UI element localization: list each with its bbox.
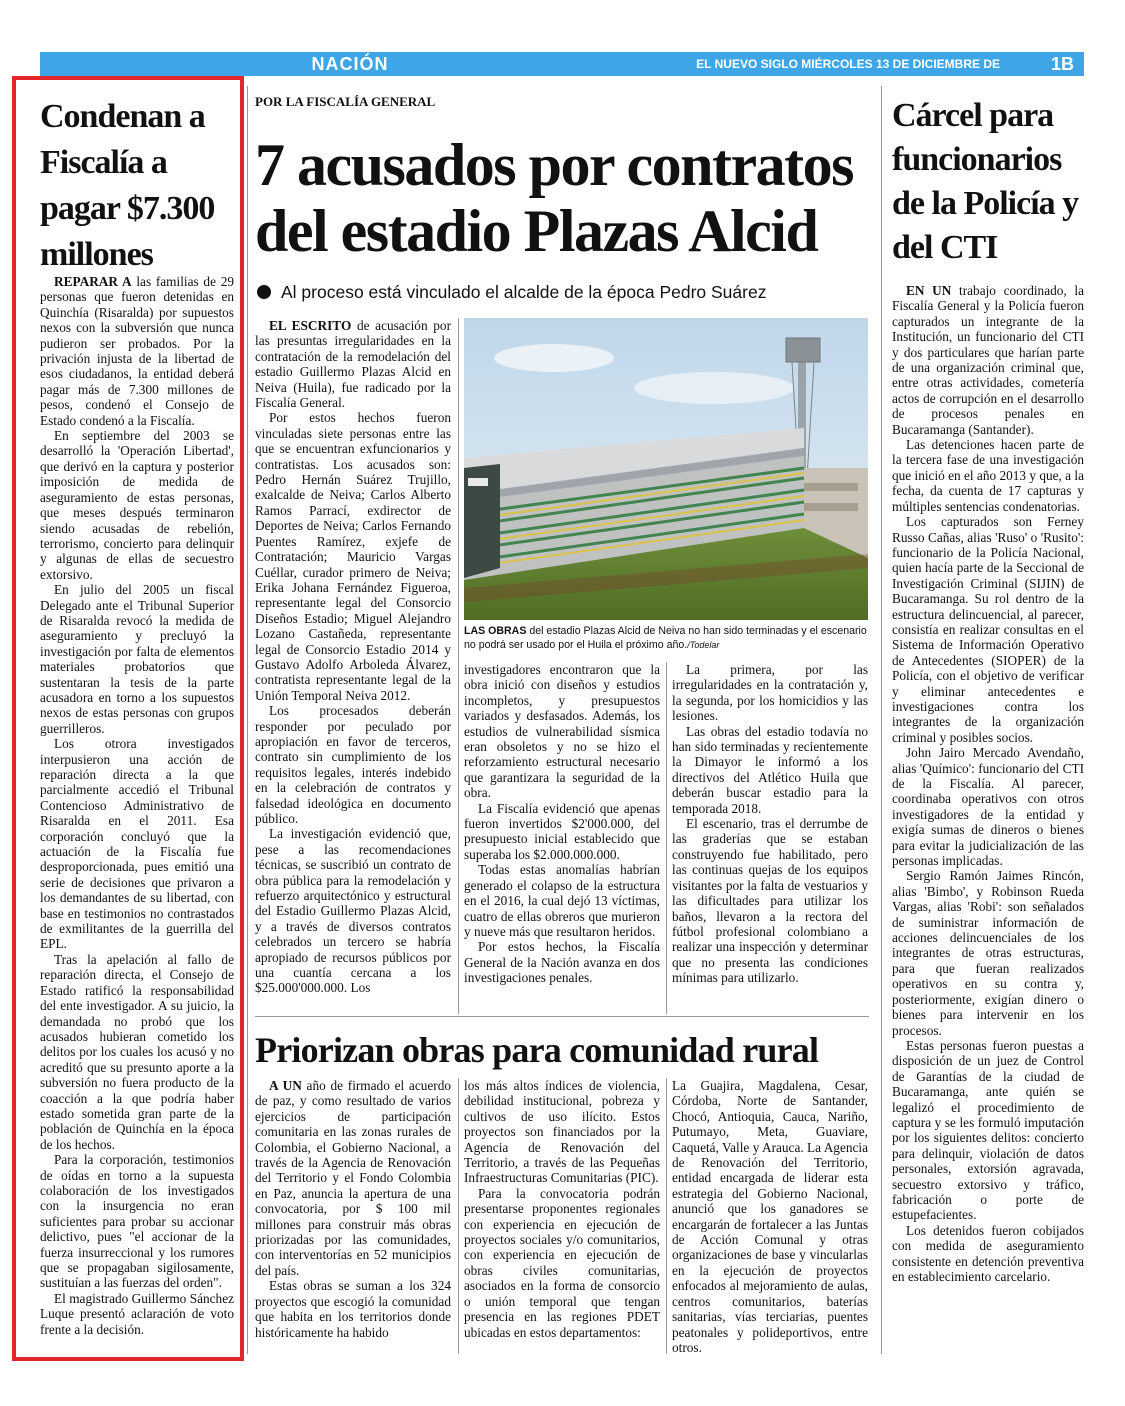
section-divider: [255, 1016, 869, 1017]
article-paragraph: Por estos hechos fueron vinculadas siete personas entre las que se encuentran exfuncionarios y contratistas. Los acusados son: Pedro Hernán Suárez Trujillo, exalcalde de Neiva; Carlos Alberto Ramos Parrací, exdirector de Deportes de Neiva; Carlos Fernando Puentes Ramírez, exjefe de Contratación; Mauricio Vargas Cuéllar, curador primero de Neiva; Erika Johana Fernández Figueroa, representante legal del Consorcio Diseños Estadio; Miguel Alejandro Lozano Castañeda, representante legal de Consorcio Estadio 2014 y Gustavo Adolfo Arboleda Álvarez, contratista representante legal de la Unión Temporal Neiva 2012.: [255, 410, 451, 703]
rural-article-headline: Priorizan obras para comunidad rural: [255, 1030, 819, 1070]
photo-caption: LAS OBRAS del estadio Plazas Alcid de Neiva no han sido terminadas y el escenario no podrá ser usado por el Huila el próximo año./Todelar: [464, 625, 867, 651]
article-paragraph: Las obras del estadio todavía no han sido terminadas y recientemente la Dimayor le informó a los directivos del Atlético Huila que deberán buscar estadio para la temporada 2018.: [672, 723, 868, 816]
main-article-column-1: [255, 318, 451, 996]
newspaper-date-line: EL NUEVO SIGLO MIÉRCOLES 13 DE DICIEMBRE DE 2017: [696, 57, 1000, 95]
page-number: 1B: [1050, 54, 1074, 74]
article-paragraph: A UN año de firmado el acuerdo de paz, y como resultado de varios ejercicios de participación comunitaria en las zonas rurales de Colombia, el Gobierno Nacional, a través de la Agencia de Renovación del Territorio y el Fondo Colombia en Paz, anuncia la apertura de una convocatoria, por $ 100 mil millones para construir más obras priorizadas por las comunidades, con interventorías en 52 municipios del país.: [255, 1078, 451, 1278]
photo-credit: /Todelar: [687, 640, 720, 650]
article-paragraph: Por estos hechos, la Fiscalía General de la Nación avanza en dos investigaciones penales.: [464, 939, 660, 986]
column-divider: [458, 318, 459, 1014]
article-paragraph: En julio del 2005 un fiscal Delegado ante el Tribunal Superior de Risaralda revocó la medida de aseguramiento y precluyó la investigación por falta de elementos materiales probatorios que sustentaran la tesis de la parte acusadora en torno a los supuestos nexos de estas personas con grupos guerrilleros.: [40, 582, 234, 736]
column-divider: [247, 86, 248, 1354]
column-divider: [666, 662, 667, 1014]
section-name: NACIÓN: [311, 54, 389, 74]
article-paragraph: EN UN trabajo coordinado, la Fiscalía General y la Policía fueron capturados un integrante de la Institución, un funcionario del CTI y dos particulares que harían parte de una organización criminal que, entre otras actividades, cometería actos de corrupción en el desarrollo de procesos penales en Bucaramanga (Santander).: [892, 283, 1084, 437]
article-paragraph: El escenario, tras el derrumbe de las graderías que se estaban construyendo fue habilitado, pero las continuas quejas de los equipos visitantes por la falta de vestuarios y las dificultades para utilizar los baños, llevaron a la rectora del fútbol profesional colombiano a realizar una inspección y determinar que no presenta las condiciones mínimas para utilizarlo.: [672, 816, 868, 986]
article-paragraph: Los otrora investigados interpusieron una acción de reparación directa a la que parcialmente accedió el Tribunal Contencioso Administrativo de Risaralda en el 2011. Esa corporación concluyó que la actuación de la Fiscalía fue desproporcionada, pues emitió una serie de decisiones que privaron a los demandantes de su libertad, con base en testimonios no contrastados de exmilitantes de la guerrilla del EPL.: [40, 736, 234, 952]
article-paragraph: En septiembre del 2003 se desarrolló la 'Operación Libertad', que derivó en la captura y posterior imposición de medida de aseguramiento de estas personas, que meses después terminaron siendo acusadas de rebelión, terrorismo, concierto para delinquir y algunas de ellas de secuestro extorsivo.: [40, 428, 234, 582]
main-article-column-2: [464, 662, 660, 986]
article-paragraph: Todas estas anomalías habrían generado el colapso de la estructura en el 2016, la cual dejó 13 víctimas, cuatro de ellas obreros que murieron y nueve más que resultaron heridos.: [464, 862, 660, 939]
left-article-headline: Condenan a Fiscalía a pagar $7.300 millones: [40, 98, 215, 273]
main-article-headline: 7 acusados por contratos del estadio Plazas Alcid: [255, 132, 853, 264]
article-paragraph: La Guajira, Magdalena, Cesar, Córdoba, Norte de Santander, Chocó, Antioquia, Cauca, Nariño, Putumayo, Meta, Guaviare, Caquetá, Valle y Arauca. La Agencia de Renovación del Territorio, entidad encargada de liderar esta estrategia del Gobierno Nacional, anunció que los ganadores se encargarán de fortalecer a las Juntas de Acción Comunal y otras organizaciones de base y vincularlas en la ejecución de proyectos enfocados al mejoramiento de aulas, centros comunitarios, baterías sanitarias, vías terciarias, puentes peatonales y polideportivos, entre otros.: [672, 1078, 868, 1355]
article-paragraph: Estas obras se suman a los 324 proyectos que escogió la comunidad que habita en los territorios donde históricamente ha habido: [255, 1278, 451, 1340]
article-paragraph: Los procesados deberán responder por peculado por apropiación en favor de terceros, contrato sin cumplimiento de los requisitos legales, interés indebido en la celebración de contratos y falsedad ideológica en documento público.: [255, 703, 451, 826]
column-divider: [458, 1078, 459, 1354]
rural-article-column-3: [672, 1078, 868, 1355]
article-paragraph: Los detenidos fueron cobijados con medida de aseguramiento consistente en detención preventiva en establecimiento carcelario.: [892, 1222, 1084, 1284]
article-paragraph: REPARAR A las familias de 29 personas que fueron detenidas en Quinchía (Risaralda) por supuestos nexos con la subversión que nunca pudieron ser probados. Por la privación injusta de la libertad de esos ciudadanos, la entidad deberá pagar más de 7.300 millones de pesos, condenó el Consejo de Estado condenó a la Fiscalía.: [40, 274, 234, 428]
right-article-body: [892, 283, 1084, 1284]
article-paragraph: Estas personas fueron puestas a disposición de un juez de Control de Garantías de la ciudad de Bucaramanga, ante quién se legalizó el procedimiento de captura y se les formuló imputación por los siguientes delitos: concierto para delinquir, violación de datos personales, extorsión agravada, secuestro extorsivo y tráfico, fabricación o porte de estupefacientes.: [892, 1037, 1084, 1223]
article-paragraph: Para la convocatoria podrán presentarse proponentes regionales con experiencia en ejecución de proyectos sociales y/o comunitarios, con experiencia en ejecución de obras civiles comunitarias, asociados en la forma de consorcio o unión temporal que tengan presencia en las regiones PDET ubicadas en estos departamentos:: [464, 1185, 660, 1340]
rural-article-column-1: [255, 1078, 451, 1340]
article-lead: A UN: [269, 1078, 302, 1093]
article-paragraph: La primera, por las irregularidades en la contratación y, la segunda, por los homicidios y las lesiones.: [672, 662, 868, 724]
article-paragraph: Los capturados son Ferney Russo Cañas, alias 'Ruso' o 'Rusito': funcionario de la Policía Nacional, quien hacía parte de la Seccional de Investigación Criminal (SIJIN) de Bucaramanga. Su rol dentro de la estructura delincuencial, al parecer, consistía en realizar consultas en el Sistema de Información Operativo de Antecedentes (SIOPER) de la Policía, con el objetivo de verificar y eliminar antecedentes e investigaciones contra los integrantes de la organización criminal y posibles socios.: [892, 514, 1084, 745]
main-article-kicker: POR LA FISCALÍA GENERAL: [255, 94, 436, 109]
article-paragraph: La Fiscalía evidenció que apenas fueron invertidos $2'000.000, del presupuesto inicial establecido que superaba los $2.000.000.000.: [464, 800, 660, 862]
article-lead: REPARAR A: [54, 274, 132, 289]
column-divider: [881, 86, 882, 1354]
right-article-headline: Cárcel para funcionarios de la Policía y del CTI: [892, 97, 1079, 266]
main-article-subtitle: Al proceso está vinculado el alcalde de la época Pedro Suárez: [257, 280, 867, 304]
article-paragraph: EL ESCRITO de acusación por las presuntas irregularidades en la contratación de la remodelación del estadio Guillermo Plazas Alcid en Neiva (Huila), fue radicado por la Fiscalía General.: [255, 318, 451, 411]
section-header-band: [40, 52, 1084, 95]
article-paragraph: investigadores encontraron que la obra inició con diseños y estudios incompletos, y presupuestos variados y desfasados. Además, los estudios de vulnerabilidad sísmica eran obsoletos y no se hizo el reforzamiento estructural necesario que garantizara la seguridad de la obra.: [464, 662, 660, 801]
rural-article-column-2: [464, 1078, 660, 1340]
caption-lead: LAS OBRAS: [464, 625, 527, 637]
stadium-photo: [464, 318, 868, 620]
article-paragraph: Las detenciones hacen parte de la tercera fase de una investigación que inició en el año 2013 y que, a la fecha, da cuenta de 17 capturas y múltiples sentencias condenatorias.: [892, 437, 1085, 514]
main-article-column-3: [672, 662, 868, 986]
article-paragraph: Sergio Ramón Jaimes Rincón, alias 'Bimbo', y Robinson Rueda Vargas, alias 'Robi': son señalados de suministrar información de acciones delincuenciales de los integrantes de otras estructuras, para que fueran realizados operativos en su contra y, posteriormente, exigían dinero o bienes para intervenir en los procesos.: [892, 868, 1084, 1038]
column-divider: [666, 1078, 667, 1354]
article-paragraph: los más altos índices de violencia, debilidad institucional, pobreza y cultivos de uso ilícito. Estos proyectos son financiados por la Agencia de Renovación del Territorio, a través de las Pequeñas Infraestructuras Comunitarias (PIC).: [464, 1078, 660, 1186]
article-paragraph: El magistrado Guillermo Sánchez Luque presentó aclaración de voto frente a la decisión.: [40, 1290, 234, 1337]
article-lead: EL ESCRITO: [269, 318, 352, 333]
article-lead: EN UN: [906, 283, 952, 298]
article-paragraph: Tras la apelación al fallo de reparación directa, el Consejo de Estado ratificó la responsabilidad del ente investigador. A su juicio, la demandada no probó que los acusados hubieran cometido los delitos por los cuales los acusó y no acreditó que su presunto aporte a la subversión no fuera producto de la coacción a la que podría haber estado sometida gran parte de la población de Quinchía en la época de los hechos.: [40, 951, 234, 1152]
article-paragraph: John Jairo Mercado Avendaño, alias 'Químico': funcionario del CTI de la Fiscalía. Al parecer, coordinaba operativos con otros investigadores de la entidad y exigía sumas de dineros o bienes para evitar la judicialización de las personas implicadas.: [892, 745, 1084, 869]
article-paragraph: La investigación evidenció que, pese a las recomendaciones técnicas, se suscribió un contrato de obra pública para la remodelación y refuerzo arquitectónico y estructural del Estadio Guillermo Plazas Alcid, y a través de diversos contratos celebrados un tercero se habría apropiado de recursos públicos por una cuantía cercana a los $25.000'000.000. Los: [255, 826, 451, 996]
bullet-icon: [257, 285, 271, 299]
left-article-body: [40, 274, 234, 1337]
article-paragraph: Para la corporación, testimonios de oídas en torno a la supuesta colaboración de los investigados con la insurgencia no eran suficientes para probar su accionar delictivo, pues "el accionar de la fuerza insurreccional y los rumores que se propagaban sigilosamente, sustituían a las fuerzas del orden".: [40, 1152, 234, 1291]
